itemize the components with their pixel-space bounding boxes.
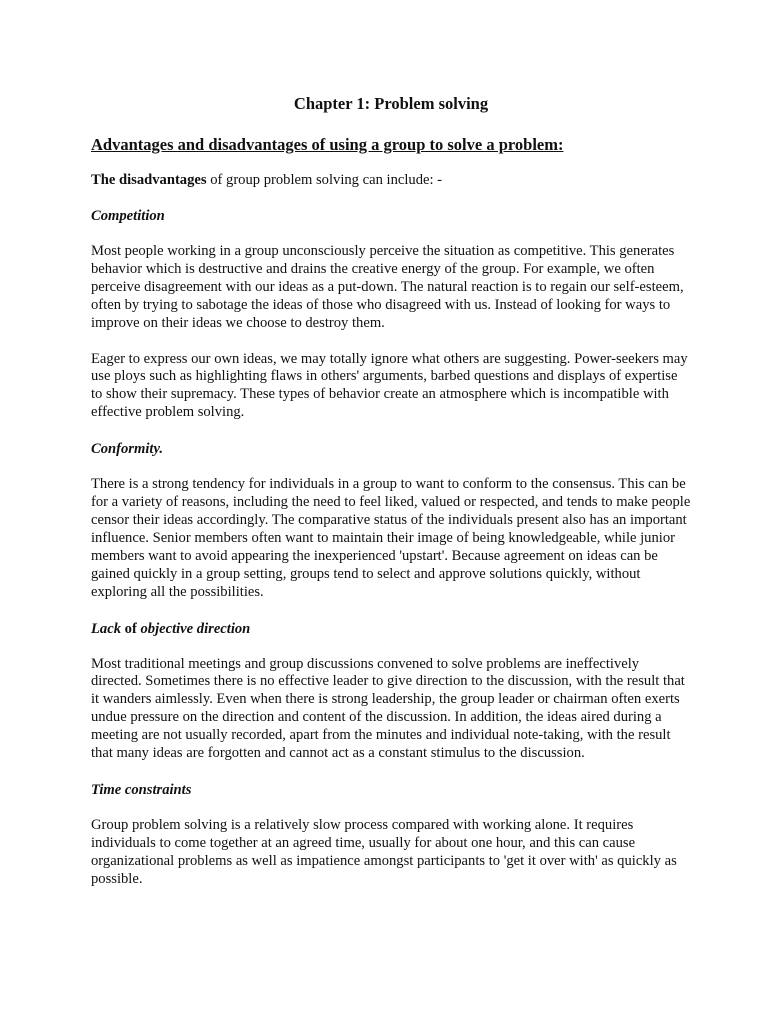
subheading-conformity: Conformity. [91, 441, 164, 458]
subheading-part: of [121, 620, 141, 637]
paragraph: Group problem solving is a relatively slow process compared with working alone. It requires individuals to come together at an agreed time, usually for about one hour, and this can cause organizational problems as well as impatience amongst participants to 'get it over with' as quickly as possible. [91, 816, 677, 887]
intro-bold: The disadvantages [91, 172, 207, 188]
intro-rest: of group problem solving can include: - [206, 172, 443, 188]
section-heading: Advantages and disadvantages of using a group to solve a problem: [91, 135, 564, 154]
subheading-part: objective direction [140, 620, 251, 637]
intro-line [91, 171, 691, 189]
paragraph: There is a strong tendency for individuals in a group to want to conform to the consensus. This can be for a variety of reasons, including the need to feel liked, valued or respected, and tends to make people censor their ideas accordingly. The comparative status of the individuals present also has an important influence. Senior members often want to maintain their image of being knowledgeable, while junior members want to avoid appearing the inexperienced 'upstart'. Because agreement on ideas can be gained quickly in a group setting, groups tend to select and approve solutions quickly, without exploring all the possibilities. [91, 476, 691, 600]
subheading-lack-of-objective-direction [91, 620, 691, 638]
paragraph: Most people working in a group unconsciously perceive the situation as competitive. This generates behavior which is destructive and drains the creative energy of the group. For example, we often perceive disagreement with our ideas as a put-down. The natural reaction is to regain our self-esteem, often by trying to sabotage the ideas of those who disagreed with us. Instead of looking for ways to improve on their ideas we choose to destroy them. [91, 243, 684, 331]
paragraph: Eager to express our own ideas, we may totally ignore what others are suggesting. Power-seekers may use ploys such as highlighting flaws in others' arguments, barbed questions and displays of expertise to show their supremacy. These types of behavior create an atmosphere which is incompatible with effective problem solving. [91, 350, 688, 421]
paragraph: Most traditional meetings and group discussions convened to solve problems are ineffectively directed. Sometimes there is no effective leader to give direction to the discussion, with the result that it wanders aimlessly. Even when there is strong leadership, the group leader or chairman often exerts undue pressure on the direction and content of the discussion. In addition, the ideas aired during a meeting are not usually recorded, apart from the minutes and individual note-taking, with the result that many ideas are forgotten and cannot act as a constant stimulus to the discussion. [91, 655, 685, 762]
subheading-part: Lack [91, 620, 121, 637]
subheading-time-constraints: Time constraints [91, 781, 192, 798]
subheading-competition: Competition [91, 208, 165, 224]
document-body [91, 93, 691, 907]
chapter-title: Chapter 1: Problem solving [293, 94, 489, 113]
